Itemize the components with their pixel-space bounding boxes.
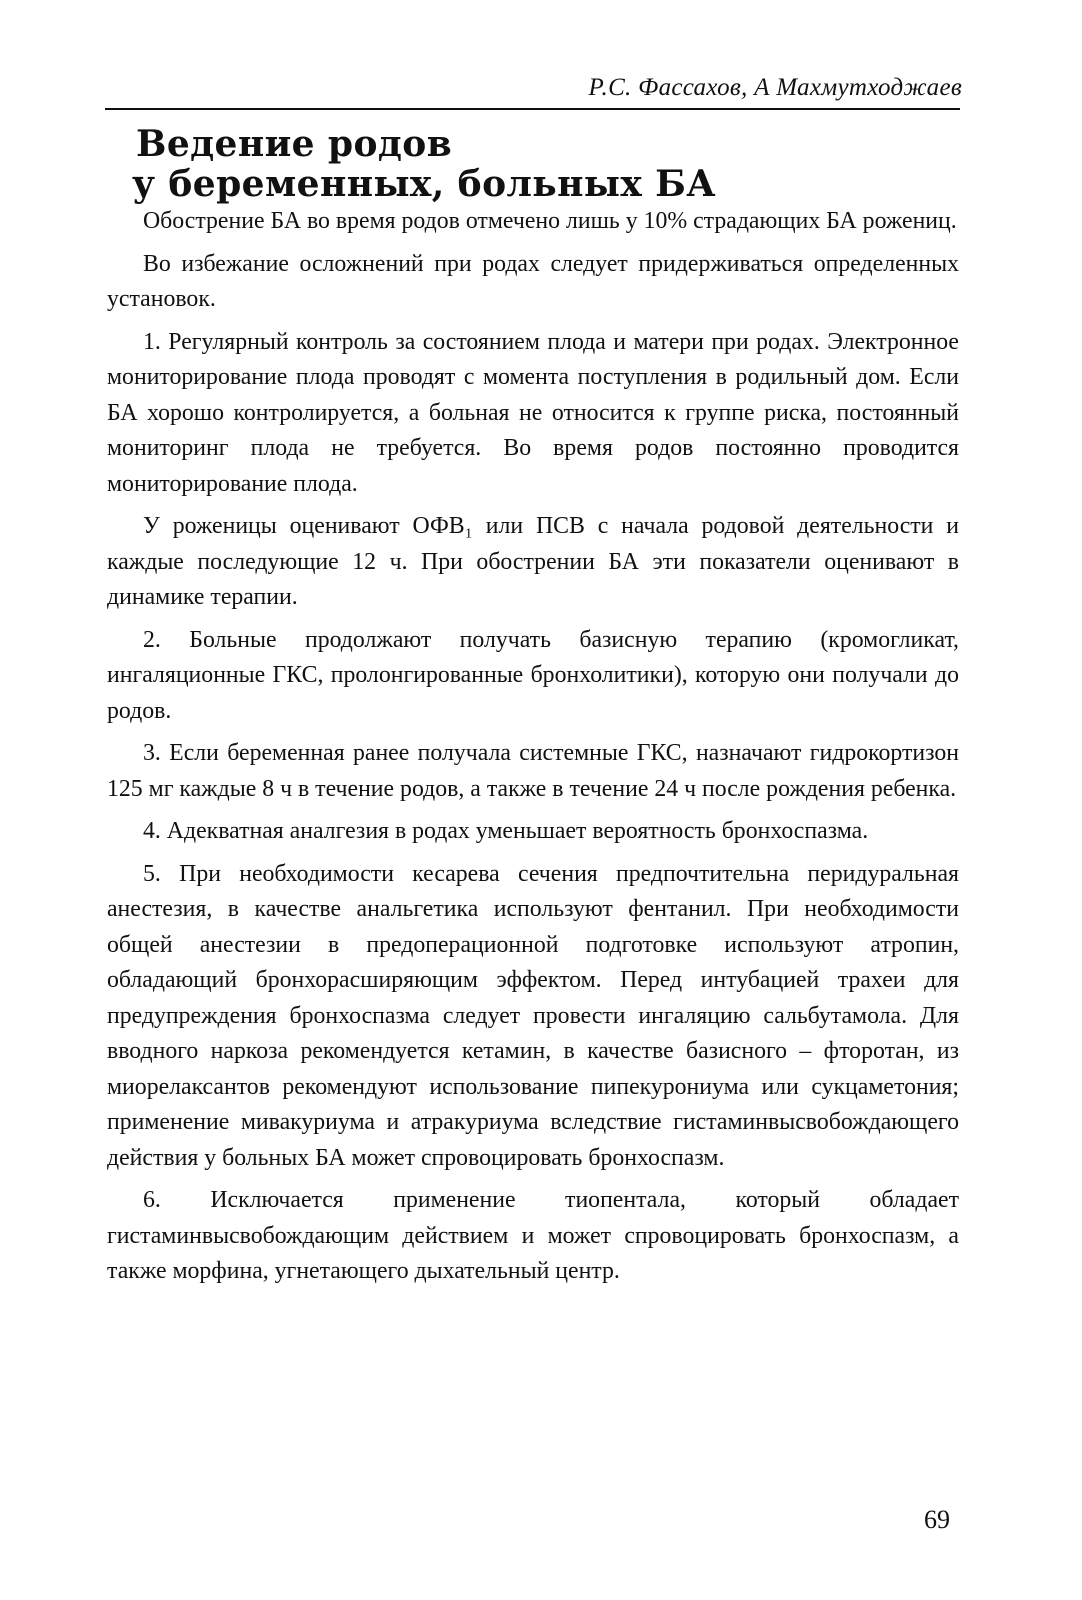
body-text xyxy=(107,204,959,1297)
paragraph-item-2: 2. Больные продолжают получать базисную терапию (кромогликат, ингаляционные ГКС, пролонгированные бронхолитики), которую они получали до родов. xyxy=(107,626,959,724)
header-rule xyxy=(105,108,960,110)
section-title xyxy=(132,123,717,205)
section-title-line-2: у беременных, больных БА xyxy=(132,163,717,205)
paragraph-intro: Обострение БА во время родов отмечено лишь у 10% страдающих БА рожениц. xyxy=(143,208,957,234)
paragraph-item-5: 5. При необходимости кесарева сечения предпочтительна перидуральная анестезия, в качестве анальгетика используют фентанил. При необходимости общей анестезии в предоперационной подготовке используют атропин, обладающий бронхорасширяющим эффектом. Перед интубацией трахеи для предупреждения бронхоспазма следует провести ингаляцию сальбутамола. Для вводного наркоза рекомендуется кетамин, в качестве базисного – фторотан, из миорелаксантов рекомендуют использование пипекурониума или сукцаметония; применение мивакуриума и атракуриума вследствие гистаминвысвобождающего действия у больных БА может спровоцировать бронхоспазм. xyxy=(107,860,959,1171)
paragraph-item-1-cont: У роженицы оценивают ОФВ₁ или ПСВ с начала родовой деятельности и каждые последующие 12 ч. При обострении БА эти показатели оценивают в динамике терапии. xyxy=(107,513,959,610)
paragraph-item-1: 1. Регулярный контроль за состоянием плода и матери при родах. Электронное мониторирование плода проводят с момента поступления в родильный дом. Если БА хорошо контролируется, а больная не относится к группе риска, постоянный мониторинг плода не требуется. Во время родов постоянно проводится мониторирование плода. xyxy=(107,328,959,497)
paragraph-guidelines: Во избежание осложнений при родах следует придерживаться определенных установок. xyxy=(107,250,959,312)
paragraph-item-6: 6. Исключается применение тиопентала, который обладает гистаминвысвобождающим действием и может спровоцировать бронхоспазм, а также морфина, угнетающего дыхательный центр. xyxy=(107,1187,959,1284)
section-title-line-1: Ведение родов xyxy=(136,123,453,165)
paragraph-item-3: 3. Если беременная ранее получала системные ГКС, назначают гидрокортизон 125 мг каждые 8 ч в течение родов, а также в течение 24 ч после рождения ребенка. xyxy=(107,740,959,802)
running-head-authors: Р.С. Фассахов, А Махмутходжаев xyxy=(588,74,962,101)
page-number: 69 xyxy=(924,1505,950,1534)
paragraph-item-4: 4. Адекватная аналгезия в родах уменьшает вероятность бронхоспазма. xyxy=(143,818,869,844)
